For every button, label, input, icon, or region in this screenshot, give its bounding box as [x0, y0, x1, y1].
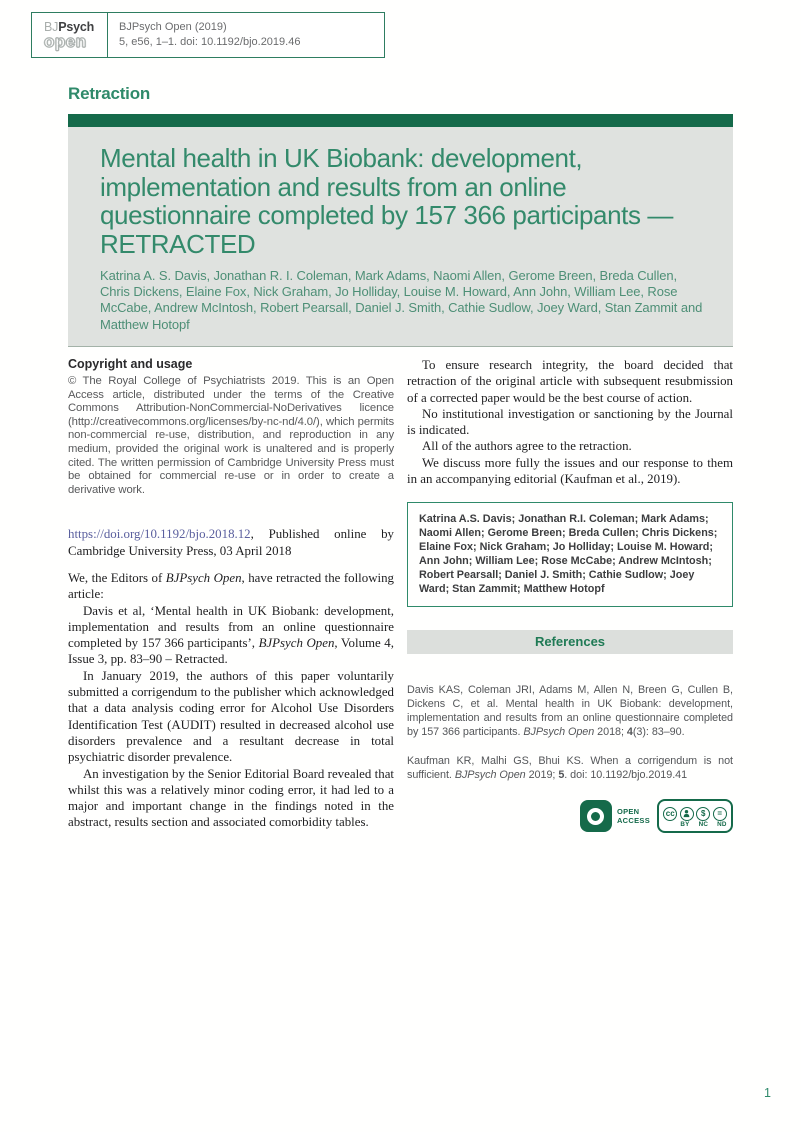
- journal-header: [31, 12, 385, 58]
- logo-psych: Psych: [58, 19, 95, 34]
- section-label: Retraction: [68, 84, 151, 103]
- cc-labels: [680, 821, 726, 828]
- logo-open-outline: open: [44, 31, 87, 51]
- page-number: 1: [764, 1086, 771, 1100]
- right-column: [407, 357, 733, 833]
- cc-label-nc: NC: [698, 821, 709, 829]
- journal-citation-line1: BJPsych Open (2019): [119, 21, 227, 33]
- copyright-heading: Copyright and usage: [68, 357, 193, 371]
- body-paragraph: We, the Editors of BJPsych Open, have retracted the following article:: [68, 570, 394, 602]
- open-access-logo: [580, 800, 650, 832]
- open-access-label: OPEN ACCESS: [616, 807, 650, 826]
- references-heading: References: [407, 630, 733, 654]
- logo-bj: BJ: [44, 19, 59, 34]
- left-column: [68, 357, 394, 833]
- article-title: Mental health in UK Biobank: development, implementation and results from an online questionnaire completed by 157 366 participants — RETRACTED: [100, 143, 673, 259]
- reference-item: Kaufman KR, Malhi GS, Bhui KS. When a corrigendum is not sufficient. BJPsych Open 2019; 5. doi: 10.1192/bjo.2019.41: [407, 755, 733, 782]
- cc-label-by: BY: [680, 821, 690, 829]
- article-authors: Katrina A. S. Davis, Jonathan R. I. Coleman, Mark Adams, Naomi Allen, Gerome Breen, Breda Cullen, Chris Dickens, Elaine Fox, Nick Graham, Jo Holliday, Louise M. Howard, Ann John, William Lee, Rose McCabe, Andrew McIntosh, Robert Pearsall, Daniel J. Smith, Cathie Sudlow, Joey Ward, Stan Zammit and Matthew Hotopf: [100, 268, 703, 332]
- body-paragraph: In January 2019, the authors of this paper voluntarily submitted a corrigendum to the publisher which acknowledged that a data analysis coding error for Alcohol Use Disorders Identification Test (AUDIT) resulted in decreased alcohol use disorders prevalence and a resultant decrease in total psychiatric disorder prevalence.: [68, 668, 394, 765]
- cc-by-nc-nd-logo: [657, 799, 733, 833]
- title-block: [68, 114, 733, 347]
- body-paragraph: An investigation by the Senior Editorial Board revealed that whilst this was a relatively minor coding error, it had led to a major and important change in the findings noted in the abstract, results section and associated comorbidity tables.: [68, 766, 394, 830]
- body-paragraph: No institutional investigation or sanctioning by the Journal is indicated.: [407, 406, 733, 438]
- body-columns: [68, 357, 733, 833]
- body-paragraph: We discuss more fully the issues and our response to them in an accompanying editorial (Kaufman et al., 2019).: [407, 455, 733, 487]
- retraction-authors-box: Katrina A.S. Davis; Jonathan R.I. Coleman; Mark Adams; Naomi Allen; Gerome Breen; Breda Cullen; Chris Dickens; Elaine Fox; Nick Graham; Jo Holliday; Louise M. Howard; Ann John; William Lee; Rose McCabe; Andrew McIntosh; Robert Pearsall; Daniel J. Smith; Cathie Sudlow; Joey Ward; Stan Zammit; Matthew Hotopf: [407, 502, 733, 607]
- nd-equals-icon: =: [713, 807, 727, 821]
- doi-citation-paragraph[interactable]: https://doi.org/10.1192/bjo.2018.12, Published online by Cambridge University Press, 03 April 2018: [68, 527, 394, 558]
- cc-icon: cc: [663, 807, 677, 821]
- title-block-body: [68, 127, 733, 347]
- body-paragraph: To ensure research integrity, the board decided that retraction of the original article with subsequent resubmission of a corrected paper would be the best course of action.: [407, 358, 733, 405]
- cc-label-nd: ND: [717, 821, 727, 829]
- journal-citation: [108, 13, 384, 57]
- open-access-icon: [580, 800, 612, 832]
- body-paragraph: Davis et al, ‘Mental health in UK Biobank: development, implementation and results from an online questionnaire completed by 157 366 participants’, BJPsych Open, Volume 4, Issue 3, pp. 83–90 – Retracted.: [68, 603, 394, 667]
- copyright-text: © The Royal College of Psychiatrists 2019. This is an Open Access article, distributed under the terms of the Creative Commons Attribution-NonCommercial-NoDerivatives licence (http://creativecommons.org/licenses/by-nc-nd/4.0/), which permits non-commercial re-use, distribution, and reproduction in any medium, provided the original work is unaltered and is properly cited. The written permission of Cambridge University Press must be obtained for commercial re-use or in order to create a derivative work.: [68, 375, 394, 496]
- cc-icons-row: [663, 807, 727, 821]
- journal-citation-line2: 5, e56, 1–1. doi: 10.1192/bjo.2019.46: [119, 36, 301, 48]
- license-logos: [407, 799, 733, 833]
- open-access-ring: [587, 808, 604, 825]
- title-block-accent-bar: [68, 114, 733, 127]
- by-person-icon: [680, 807, 694, 821]
- nc-dollar-icon: $: [696, 807, 710, 821]
- body-paragraph: All of the authors agree to the retraction.: [422, 439, 632, 454]
- reference-item: Davis KAS, Coleman JRI, Adams M, Allen N, Breen G, Cullen B, Dickens C, et al. Mental health in UK Biobank: development, implementation and results from an online questionnaire completed by 157 366 participants. BJPsych Open 2018; 4(3): 83–90.: [407, 684, 733, 739]
- bjpsych-open-logo: [32, 13, 107, 57]
